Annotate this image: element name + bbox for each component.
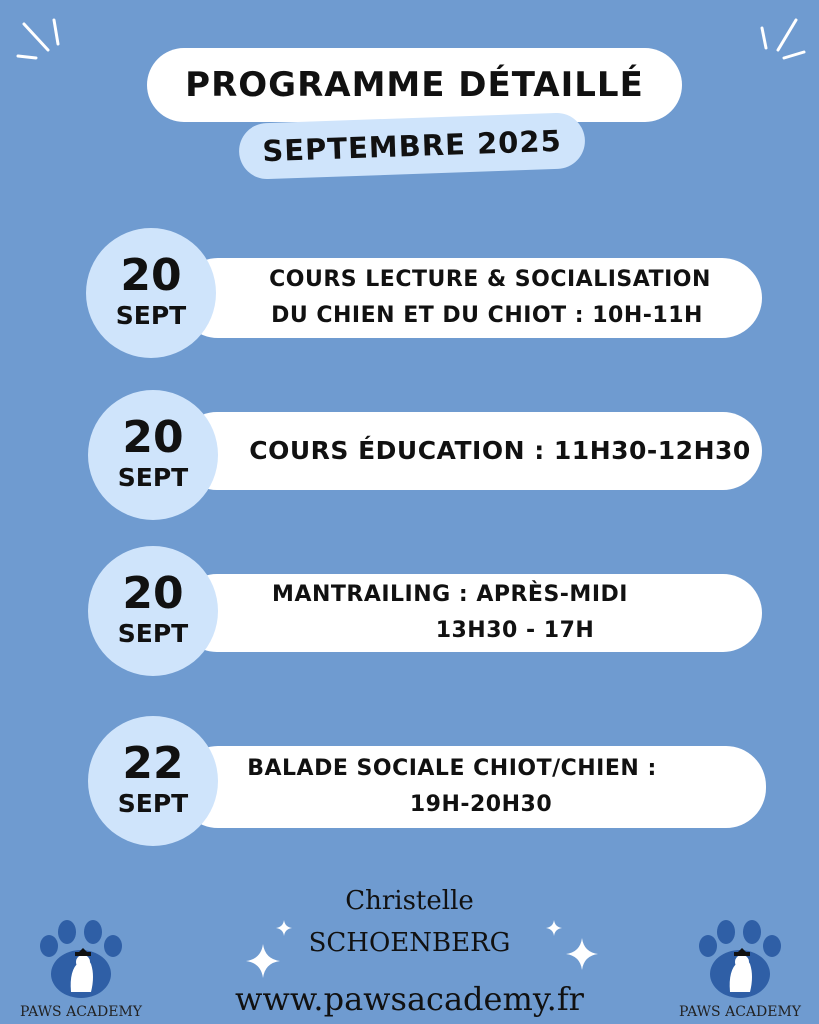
event-text: COURS LECTURE & SOCIALISATION: [269, 267, 711, 292]
date-badge: [88, 546, 218, 676]
title-banner: [147, 48, 682, 122]
spark-lines-icon: [748, 14, 808, 64]
spark-lines-icon: [14, 14, 74, 64]
brand-logo: [665, 918, 815, 1020]
date-badge: [86, 228, 216, 358]
event-item: [0, 546, 819, 686]
date-badge: [88, 716, 218, 846]
event-item: [0, 716, 819, 856]
event-item: [0, 390, 819, 530]
date-month: SEPT: [117, 463, 189, 492]
paw-dog-icon: [35, 918, 127, 998]
date-day: 20: [122, 568, 184, 619]
event-bar: [178, 574, 762, 652]
page-subtitle: SEPTEMBRE 2025: [261, 123, 563, 169]
author-last-name: SCHOENBERG: [308, 928, 511, 958]
event-text: DU CHIEN ET DU CHIOT : 10H-11H: [271, 303, 703, 328]
brand-logo: [6, 918, 156, 1020]
event-text: COURS ÉDUCATION : 11H30-12H30: [249, 436, 751, 465]
logo-caption: PAWS ACADEMY: [678, 1004, 802, 1020]
logo-caption: PAWS ACADEMY: [19, 1004, 143, 1020]
website-link[interactable]: www.pawsacademy.fr: [235, 980, 584, 1018]
date-month: SEPT: [115, 301, 187, 330]
paw-dog-icon: [694, 918, 786, 998]
event-bar: [178, 258, 762, 338]
page-title: PROGRAMME DÉTAILLÉ: [185, 65, 644, 105]
date-month: SEPT: [117, 619, 189, 648]
event-text: 19H-20H30: [409, 792, 553, 817]
date-day: 22: [122, 738, 184, 789]
subtitle-banner: [238, 112, 586, 180]
sparkle-icon: [566, 938, 598, 970]
event-text: BALADE SOCIALE CHIOT/CHIEN :: [247, 756, 657, 781]
date-day: 20: [122, 412, 184, 463]
event-text: MANTRAILING : APRÈS-MIDI: [272, 582, 628, 607]
date-badge: [88, 390, 218, 520]
date-day: 20: [120, 250, 182, 301]
sparkle-icon: [246, 944, 280, 978]
sparkle-icon: [546, 920, 562, 936]
date-month: SEPT: [117, 789, 189, 818]
sparkle-icon: [276, 920, 292, 936]
event-bar: [178, 746, 766, 828]
event-text: 13H30 - 17H: [435, 618, 595, 643]
author-first-name: Christelle: [345, 886, 474, 916]
event-item: [0, 228, 819, 368]
event-bar: [178, 412, 762, 490]
